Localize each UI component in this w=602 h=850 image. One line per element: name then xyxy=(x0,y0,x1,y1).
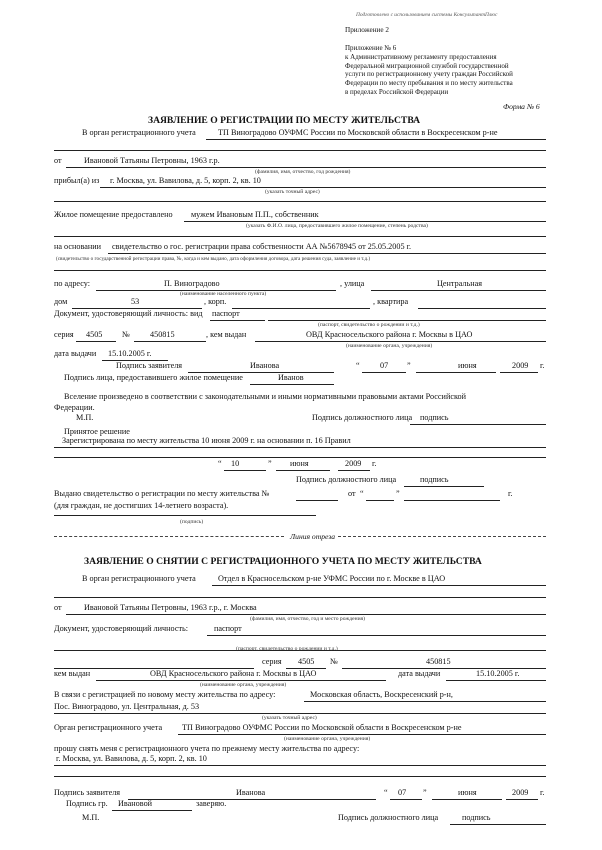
authority-label: В орган регистрационного учета xyxy=(82,128,196,137)
appendix-line: Федеральной миграционной службой государственной xyxy=(345,61,509,70)
applicant-2-signature-label: Подпись заявителя xyxy=(54,788,121,797)
sign-year[interactable]: 2009 xyxy=(512,361,529,370)
decision-label: Принятое решение xyxy=(64,427,130,436)
sign-day[interactable]: 07 xyxy=(380,361,389,370)
basis-label: на основании xyxy=(54,242,102,251)
official-signature-value[interactable]: подпись xyxy=(420,413,449,422)
housing-hint: (указать Ф.И.О. лица, предоставившего жилое помещение, степень родства) xyxy=(246,223,428,229)
year-suffix: г. xyxy=(540,361,545,370)
cut-line-right xyxy=(338,536,546,537)
series-value[interactable]: 4505 xyxy=(86,330,103,339)
doc-hint: (паспорт, свидетельство о рождении и т.д.) xyxy=(318,322,420,328)
authority-2-label: В орган регистрационного учета xyxy=(82,574,196,583)
year-suffix: г. xyxy=(540,788,545,797)
provider-signature-value[interactable]: Иванов xyxy=(278,373,304,382)
new-address-label: В связи с регистрацией по новому месту жительства по адресу: xyxy=(54,690,276,699)
decision-value[interactable]: Зарегистрирована по месту жительства 10 июня 2009 г. на основании п. 16 Правил xyxy=(62,436,351,445)
request-label: прошу снять меня с регистрационного учета по прежнему месту жительства по адресу: xyxy=(54,744,360,753)
appendix-line: Приложение № 6 xyxy=(345,44,397,52)
guarantor-label: Подпись гр. xyxy=(66,799,108,808)
decision-year[interactable]: 2009 xyxy=(345,459,362,468)
certificate-from: от xyxy=(348,489,356,498)
issued-2-hint: (наименование органа, учреждения) xyxy=(200,682,287,688)
issued-2-value[interactable]: ОВД Красносельского района г. Москвы в ЦАО xyxy=(150,669,317,678)
new-address-hint: (указать точный адрес) xyxy=(262,715,317,721)
official-signature-label: Подпись должностного лица xyxy=(312,413,413,422)
basis-hint: (свидетельство о государственной регистрации права, №, когда и кем выдано, дата оформления договора, дата решения суда, заявление и т.д.) xyxy=(56,256,371,262)
from-label: от xyxy=(54,156,62,165)
applicant-2-signature-value[interactable]: Иванова xyxy=(236,788,266,797)
flat-label: , квартира xyxy=(373,297,409,306)
basis-value[interactable]: свидетельство о гос. регистрации права собственности АА №5678945 от 25.05.2005 г. xyxy=(112,242,412,251)
new-address-value-1[interactable]: Московская область, Воскресенский р-н, xyxy=(310,690,453,699)
appendix-line: услуги по регистрационному учету граждан Российской xyxy=(345,70,513,79)
sign-2-year[interactable]: 2009 xyxy=(512,788,529,797)
from-2-hint: (фамилия, имя, отчество, год и место рождения) xyxy=(250,616,365,622)
issued-2-label: кем выдан xyxy=(54,669,91,678)
from-2-label: от xyxy=(54,603,62,612)
authority-2-value[interactable]: Отдел в Красносельском р-не УФМС России по г. Москве в ЦАО xyxy=(218,574,446,583)
issued-value[interactable]: ОВД Красносельского района г. Москвы в ЦАО xyxy=(306,330,473,339)
issued-label: , кем выдан xyxy=(206,330,247,339)
house-value[interactable]: 53 xyxy=(131,297,140,306)
appendix-6-block xyxy=(345,45,513,98)
issued-hint: (наименование органа, учреждения) xyxy=(346,343,433,349)
doc-2-label: Документ, удостоверяющий личность: xyxy=(54,624,189,633)
official-signature-2-label: Подпись должностного лица xyxy=(296,475,397,484)
applicant-signature-value[interactable]: Иванова xyxy=(250,361,280,370)
settlement-note-2: Федерации. xyxy=(54,403,95,412)
street-label: , улица xyxy=(340,279,365,288)
doc-label: Документ, удостоверяющий личность: вид xyxy=(54,309,203,318)
cut-line-label: Линия отреза xyxy=(290,532,336,541)
guarantor-value[interactable]: Ивановой xyxy=(118,799,153,808)
reg-authority-hint: (наименование органа, учреждения) xyxy=(284,736,371,742)
issue-date-2-label: дата выдачи xyxy=(398,669,441,678)
official-2-signature-label: Подпись должностного лица xyxy=(338,813,439,822)
series-2-label: серия xyxy=(262,657,282,666)
reg-authority-value[interactable]: ТП Виноградово ОУФМС России по Московской области в Воскресенском р-не xyxy=(182,723,462,732)
issue-date-label: дата выдачи xyxy=(54,349,97,358)
stamp-label: М.П. xyxy=(76,413,94,422)
number-value[interactable]: 450815 xyxy=(150,330,175,339)
arrived-label: прибыл(а) из xyxy=(54,176,100,185)
guarantor-suffix: заверяю. xyxy=(196,799,227,808)
arrived-value[interactable]: г. Москва, ул. Вавилова, д. 5, корп. 2, кв. 10 xyxy=(110,176,261,185)
official-2-signature-value[interactable]: подпись xyxy=(462,813,491,822)
part1-title: ЗАЯВЛЕНИЕ О РЕГИСТРАЦИИ ПО МЕСТУ ЖИТЕЛЬСТВА xyxy=(148,115,421,126)
house-label: дом xyxy=(54,297,68,306)
certificate-year: г. xyxy=(508,489,513,498)
appendix-line: к Административному регламенту предоставления xyxy=(345,52,497,61)
certificate-note: (для граждан, не достигших 14-летнего возраста). xyxy=(54,501,229,510)
from-hint: (фамилия, имя, отчество, год рождения) xyxy=(255,169,351,175)
number-2-value[interactable]: 450815 xyxy=(426,657,451,666)
watermark: Подготовлено с использованием системы КонсультантПлюс xyxy=(356,12,498,18)
provider-signature-label: Подпись лица, предоставившего жилое помещение xyxy=(64,373,243,382)
official-signature-2-value[interactable]: подпись xyxy=(420,475,449,484)
housing-label: Жилое помещение предоставлено xyxy=(54,210,173,219)
certificate-label: Выдано свидетельство о регистрации по месту жительства № xyxy=(54,489,270,498)
certificate-hint: (подпись) xyxy=(180,519,204,525)
arrived-hint: (указать точный адрес) xyxy=(265,189,320,195)
decision-month[interactable]: июня xyxy=(290,459,309,468)
request-value[interactable]: г. Москва, ул. Вавилова, д. 5, корп. 2, кв. 10 xyxy=(56,754,207,763)
number-label: № xyxy=(122,330,130,339)
series-label: серия xyxy=(54,330,74,339)
doc-2-hint: (паспорт, свидетельство о рождении и т.д.) xyxy=(236,646,338,652)
year-suffix: г. xyxy=(372,459,377,468)
issue-date-2-value[interactable]: 15.10.2005 г. xyxy=(476,669,520,678)
cut-line-left xyxy=(54,536,284,537)
appendix-2-label: Приложение 2 xyxy=(345,26,389,34)
sign-month[interactable]: июня xyxy=(458,361,477,370)
street-value[interactable]: Центральная xyxy=(437,279,483,288)
from-2-value[interactable]: Ивановой Татьяны Петровны, 1963 г.р., г. Москва xyxy=(84,603,257,612)
housing-value[interactable]: мужем Ивановым П.П., собственник xyxy=(191,210,319,219)
doc-value[interactable]: паспорт xyxy=(212,309,240,318)
part2-title: ЗАЯВЛЕНИЕ О СНЯТИИ С РЕГИСТРАЦИОННОГО УЧЕТА ПО МЕСТУ ЖИТЕЛЬСТВА xyxy=(84,556,482,567)
issue-date-value[interactable]: 15.10.2005 г. xyxy=(108,349,152,358)
settlement-note-1: Вселение произведено в соответствии с законодательными и иными нормативными правовыми актами Российской xyxy=(64,392,466,401)
doc-2-value[interactable]: паспорт xyxy=(214,624,242,633)
reg-authority-label: Орган регистрационного учета xyxy=(54,723,163,732)
authority-value[interactable]: ТП Виноградово ОУФМС России по Московской области в Воскресенском р-не xyxy=(218,128,498,137)
address-hint: (наименование населенного пункта) xyxy=(180,291,267,297)
appendix-line: Федерации по месту пребывания и по месту жительства xyxy=(345,79,513,88)
address-value[interactable]: П. Виноградово xyxy=(164,279,220,288)
form-number: Форма № 6 xyxy=(503,102,540,111)
decision-day[interactable]: 10 xyxy=(231,459,240,468)
new-address-value-2[interactable]: Пос. Виноградово, ул. Центральная, д. 53 xyxy=(54,702,200,711)
applicant-signature-label: Подпись заявителя xyxy=(116,361,183,370)
address-label: по адресу: xyxy=(54,279,91,288)
sign-2-month[interactable]: июня xyxy=(458,788,477,797)
corp-label: , корп. xyxy=(204,297,227,306)
from-value[interactable]: Ивановой Татьяны Петровны, 1963 г.р. xyxy=(84,156,220,165)
series-2-value[interactable]: 4505 xyxy=(298,657,315,666)
number-2-label: № xyxy=(330,657,338,666)
stamp-2-label: М.П. xyxy=(82,813,100,822)
sign-2-day[interactable]: 07 xyxy=(398,788,407,797)
appendix-line: в пределах Российской Федерации xyxy=(345,87,449,96)
